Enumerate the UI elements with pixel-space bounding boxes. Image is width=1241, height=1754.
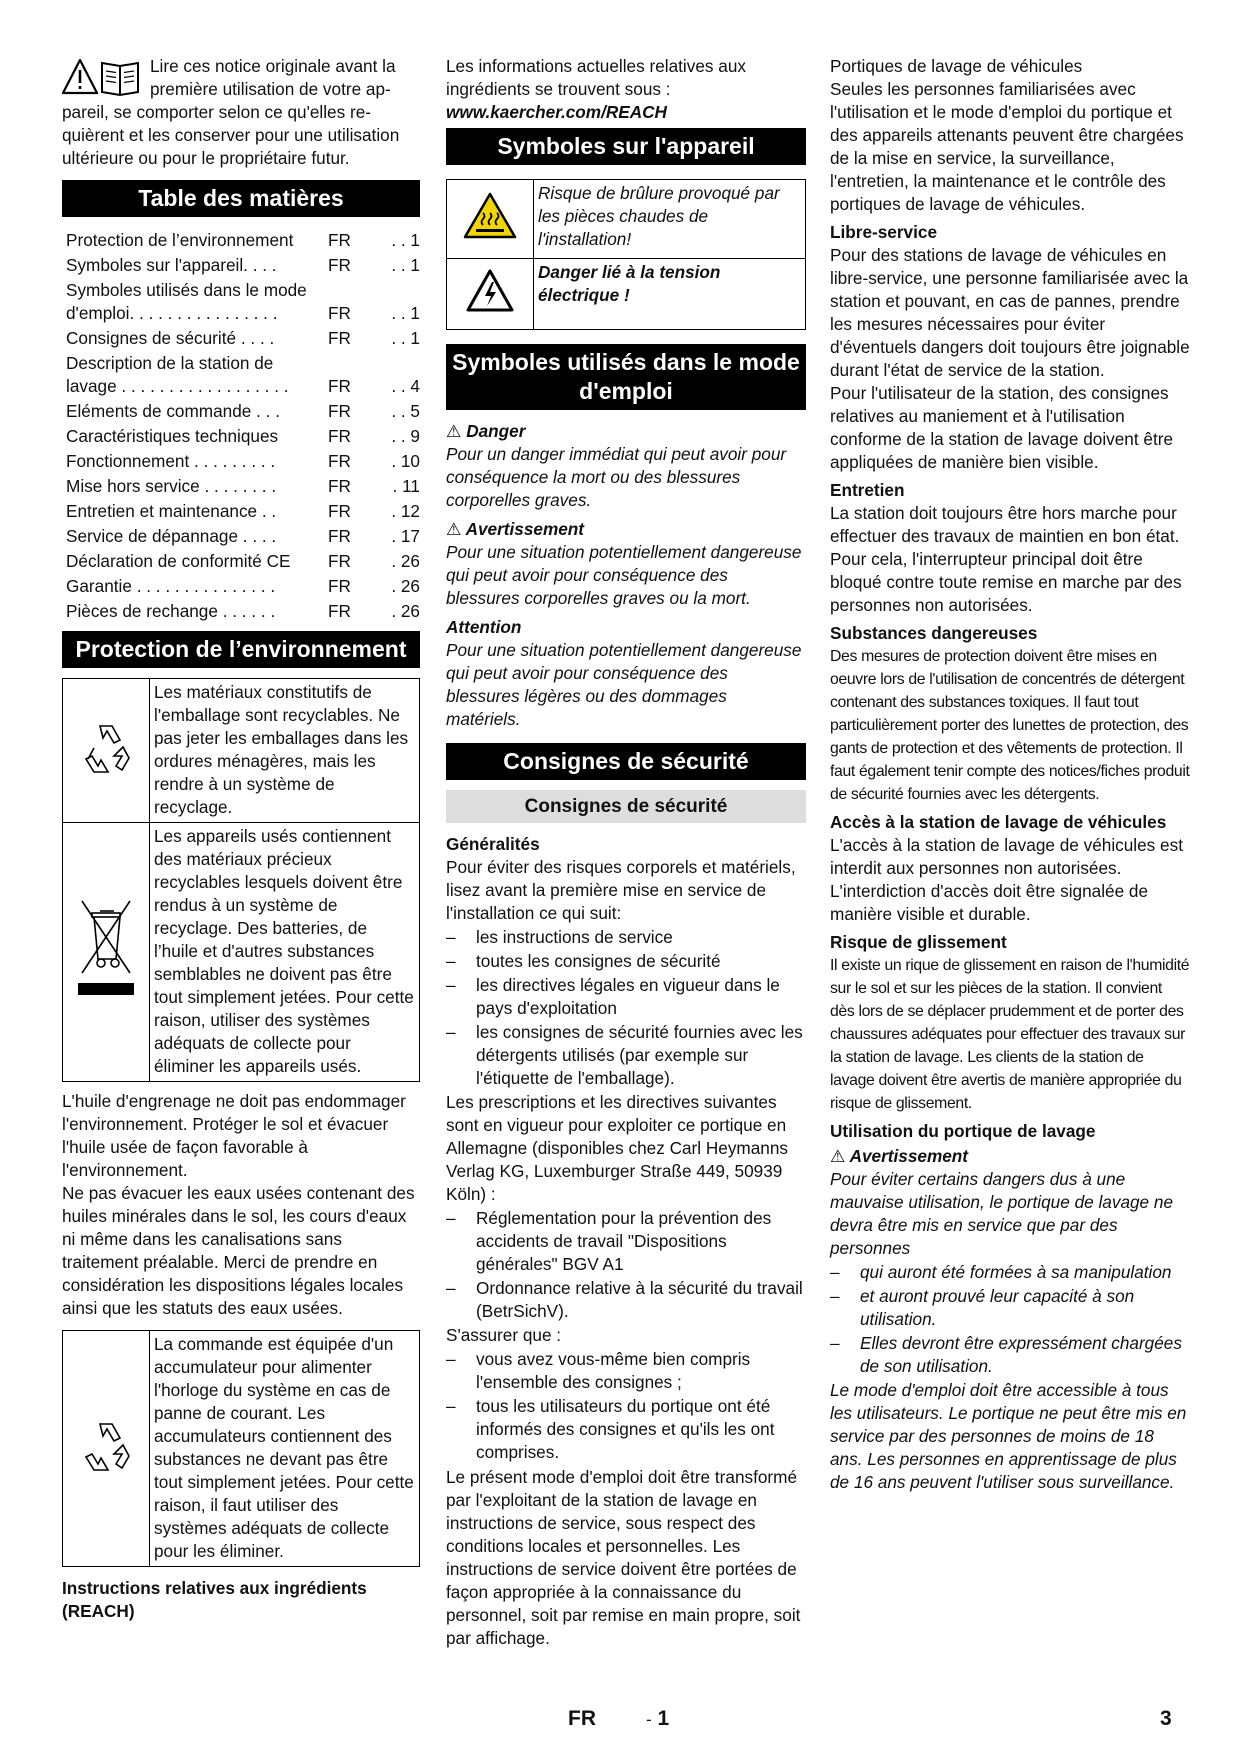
- glissement-text: Il existe un rique de glissement en raison de l'humidité sur le sol et sur les pièces de la station. Il convient dès lors de se déplacer prudemment et de porter des chaussures adéquates pour effectuer des travaux sur la station de lavage. Les clients de la station de lavage doivent être avertis de manière appropriée du risque de glissement.: [830, 957, 1190, 1112]
- reach-text: Les informations actuelles relatives aux ingrédients se trouvent sous :: [446, 56, 746, 99]
- warning-icon: ⚠: [446, 421, 462, 441]
- safety-title: Consignes de sécurité: [446, 743, 806, 780]
- intro-rest: pareil, se comporter selon ce qu'elles re-quièrent et les conserver pour une utilisation ultérieure ou pour le propriétaire futur.: [62, 102, 400, 168]
- electric-shock-icon: [465, 268, 515, 314]
- toc-row[interactable]: [62, 598, 420, 623]
- recycle-icon: [76, 718, 136, 778]
- toc-entry-lang: FR: [328, 601, 351, 621]
- danger-heading: ⚠ Danger: [446, 421, 526, 441]
- intro-line-1: Lire ces notice originale avant la: [150, 56, 396, 76]
- toc-entry-title: Consignes de sécurité . . . .: [66, 328, 275, 348]
- column-2: [446, 55, 806, 1650]
- toc-row[interactable]: [62, 498, 420, 523]
- list-item: – Réglementation pour la prévention des accidents de travail "Dispositions générales" BGV A1: [446, 1207, 806, 1276]
- toc-entry-title: Entretien et maintenance . .: [66, 501, 277, 521]
- prescriptions-list: [446, 1207, 806, 1323]
- toc-entry-page: . 26: [391, 576, 420, 596]
- toc-entry-page: . . 9: [391, 426, 420, 446]
- env-box-battery-text: La commande est équipée d'un accumulateur pour alimenter l'horloge du système en cas de panne de courant. Les accumulateurs contiennent des substances ne devant pas être tout simplement jetées. Pour cette raison, il faut utiliser des systèmes adéquats de collecte pour les éliminer.: [150, 1331, 420, 1567]
- general-list: [446, 926, 806, 1090]
- list-item: – Elles devront être expressément chargées de son utilisation.: [830, 1332, 1190, 1378]
- reach-title: Instructions relatives aux ingrédients (REACH): [62, 1578, 367, 1621]
- toc-entry-title: Fonctionnement . . . . . . . . .: [66, 451, 276, 471]
- symbols-manual-title: Symboles utilisés dans le mode d'emploi: [446, 344, 806, 410]
- footer-lang: FR: [568, 1707, 596, 1730]
- avert2-text: Pour éviter certains dangers dus à une mauvaise utilisation, le portique de lavage ne devra être mis en service que par des personnes: [830, 1169, 1174, 1258]
- toc-row[interactable]: [62, 548, 420, 573]
- attention-text: Pour une situation potentiellement dangereuse qui peut avoir pour conséquence des blessures légères ou des dommages matériels.: [446, 640, 802, 729]
- recycle-icon: [76, 1416, 136, 1476]
- acces-heading: Accès à la station de lavage de véhicules: [830, 812, 1167, 832]
- portiques-text: Seules les personnes familiarisées avec l'utilisation et le mode d'emploi du portique et des appareils attenants peuvent être chargées de la mise en service, la surveillance, l'entretien, la maintenance et le contrôle des portiques de lavage de véhicules.: [830, 79, 1184, 214]
- toc-entry-title: Pièces de rechange . . . . . .: [66, 601, 276, 621]
- toc-entry-page: . 12: [391, 501, 420, 521]
- toc-row[interactable]: [62, 350, 420, 398]
- toc-entry-page: . 11: [392, 476, 420, 496]
- toc-entry-lang: FR: [328, 328, 351, 348]
- toc-row[interactable]: [62, 252, 420, 277]
- toc-entry-page: . 26: [391, 601, 420, 621]
- hot-surface-icon: [462, 191, 518, 241]
- toc-entry-title: Caractéristiques techniques: [66, 426, 279, 446]
- toc-entry-lang: FR: [328, 476, 351, 496]
- symbols-device-title: Symboles sur l'appareil: [446, 128, 806, 165]
- attention-heading: Attention: [446, 617, 522, 637]
- env-box-packaging: [62, 678, 420, 1082]
- libre-heading: Libre-service: [830, 222, 938, 242]
- danger-text: Pour un danger immédiat qui peut avoir pour conséquence la mort ou des blessures corporelles graves.: [446, 444, 787, 510]
- intro: [62, 55, 420, 170]
- symbols-device-table: [446, 179, 806, 330]
- toc-entry-title: Service de dépannage . . . .: [66, 526, 277, 546]
- toc-entry-lang: FR: [328, 255, 351, 275]
- toc-row[interactable]: [62, 473, 420, 498]
- avert2-heading: ⚠ Avertissement: [830, 1146, 969, 1166]
- toc-entry-title: Eléments de commande . . .: [66, 401, 280, 421]
- env-oil-text: L'huile d'engrenage ne doit pas endommager l'environnement. Protéger le sol et évacuer l'huile usée de façon favorable à l'environnement.: [62, 1091, 406, 1180]
- toc-entry-lang: FR: [328, 576, 351, 596]
- acces-text: L'accès à la station de lavage de véhicules est interdit aux personnes non autorisées. L'interdiction d'accès doit être signalée de manière visible et durable.: [830, 835, 1183, 924]
- toc-entry-lang: FR: [328, 426, 351, 446]
- toc-entry-page: . . 5: [391, 401, 420, 421]
- toc-entry-page: . . 1: [391, 303, 420, 323]
- footer-local-page: - 1: [646, 1707, 670, 1730]
- footer-page-number: 3: [1160, 1707, 1172, 1730]
- toc-entry-lang: FR: [328, 230, 351, 250]
- entretien-heading: Entretien: [830, 480, 905, 500]
- toc-entry-lang: FR: [328, 451, 351, 471]
- toc-row[interactable]: [62, 398, 420, 423]
- column-3: [830, 55, 1190, 1494]
- portiques-heading: Portiques de lavage de véhicules: [830, 56, 1083, 76]
- reach-link[interactable]: www.kaercher.com/REACH: [446, 102, 667, 122]
- list-item: – les instructions de service: [446, 926, 806, 949]
- toc-entry-lang: FR: [328, 303, 351, 323]
- env-box-used-devices-text: Les appareils usés contiennent des matériaux précieux recyclables lesquels doivent être rendus à un système de recyclage. Des batteries, de l’huile et d'autres substances semblables ne doivent pas être tout simplement jetées. Pour cette raison, utiliser des systèmes adéquats de collecte pour éliminer les appareils usés.: [150, 823, 420, 1082]
- toc-row[interactable]: [62, 423, 420, 448]
- utilisation-heading: Utilisation du portique de lavage: [830, 1121, 1096, 1141]
- list-item: – vous avez vous-même bien compris l'ensemble des consignes ;: [446, 1348, 806, 1394]
- libre-text-2: Pour l'utilisateur de la station, des consignes relatives au maniement et à l'utilisation conforme de la station de lavage doivent être appliquées de manière bien visible.: [830, 383, 1174, 472]
- toc-entry-page: . . 1: [391, 230, 420, 250]
- assure-text: S'assurer que :: [446, 1325, 562, 1345]
- env-waste-water-text: Ne pas évacuer les eaux usées contenant des huiles minérales dans le sol, les cours d'eaux ni même dans les canalisations sans traitement préalable. Merci de prendre en considération les dispositions légales locales ainsi que les statuts des eaux usées.: [62, 1183, 415, 1318]
- list-item: – tous les utilisateurs du portique ont été informés des consignes et qu'ils les ont comprises.: [446, 1395, 806, 1464]
- transform-text: Le présent mode d'emploi doit être transformé par l'exploitant de la station de lavage en instructions de service, sous respect des conditions locales et personnelles. Les instructions de service doivent être portées de façon appropriée à la connaissance du personnel, soit par remise en main propre, soit par affichage.: [446, 1467, 801, 1648]
- toc-entry-page: . 10: [391, 451, 420, 471]
- book-icon: [102, 63, 138, 95]
- toc-entry-title: Garantie . . . . . . . . . . . . . . .: [66, 576, 276, 596]
- toc-entry-title: Protection de l’environnement: [66, 230, 294, 250]
- warning-icon: [62, 57, 144, 97]
- crossed-bin-icon: [74, 897, 138, 1001]
- toc-entry-lang: FR: [328, 526, 351, 546]
- toc-entry-page: . 17: [391, 526, 420, 546]
- toc-row[interactable]: [62, 325, 420, 350]
- avert-text: Pour une situation potentiellement dangereuse qui peut avoir pour conséquence des blessures corporelles graves ou la mort.: [446, 542, 802, 608]
- toc-entry-page: . 26: [391, 551, 420, 571]
- toc-entry-title: Mise hors service . . . . . . . .: [66, 476, 277, 496]
- list-item: – Ordonnance relative à la sécurité du travail (BetrSichV).: [446, 1277, 806, 1323]
- toc-entry-lang: FR: [328, 376, 351, 396]
- general-heading: Généralités: [446, 834, 540, 854]
- toc-row[interactable]: [62, 277, 420, 325]
- safety-subtitle: Consignes de sécurité: [446, 790, 806, 823]
- toc-entry-lang: FR: [328, 501, 351, 521]
- avert-heading: ⚠ Avertissement: [446, 519, 585, 539]
- env-box-packaging-text: Les matériaux constitutifs de l'emballage sont recyclables. Ne pas jeter les emballages dans les ordures ménagères, mais les rendre à un système de recyclage.: [150, 679, 420, 823]
- assure-list: [446, 1348, 806, 1464]
- final-text: Le mode d'emploi doit être accessible à tous les utilisateurs. Le portique ne peut être mis en service par des personnes de moins de 18 ans. Les personnes en apprentissage de plus de 16 ans peuvent l'utiliser sous surveillance.: [830, 1380, 1187, 1492]
- list-item: – les consignes de sécurité fournies avec les détergents utilisés (par exemple sur l'étiquette de l'emballage).: [446, 1021, 806, 1090]
- toc-row[interactable]: [62, 227, 420, 252]
- list-item: – qui auront été formées à sa manipulation: [830, 1261, 1190, 1284]
- symbol-electric-text: Danger lié à la tension électrique !: [534, 259, 806, 330]
- column-1: [62, 55, 420, 1623]
- toc-title: Table des matières: [62, 180, 420, 217]
- toc-entry-page: . . 1: [391, 328, 420, 348]
- substances-heading: Substances dangereuses: [830, 623, 1038, 643]
- intro-icons: [62, 57, 144, 97]
- prescriptions-text: Les prescriptions et les directives suivantes sont en vigueur pour exploiter ce portique en Allemagne (disponibles chez Carl Heymanns Verlag KG, Luxemburger Straße 449, 50939 Köln) :: [446, 1092, 789, 1204]
- warning-icon: ⚠: [830, 1146, 846, 1166]
- table-of-contents: [62, 227, 420, 623]
- warning-icon: ⚠: [446, 519, 462, 539]
- libre-text-1: Pour des stations de lavage de véhicules en libre-service, une personne familiarisée avec la station et pouvant, en cas de pannes, prendre les mesures nécessaires pour éviter d'éventuels dangers doit toujours être joignable durant l'état de service de la station.: [830, 245, 1190, 380]
- toc-entry-page: . . 4: [391, 376, 420, 396]
- toc-entry-page: . . 1: [391, 255, 420, 275]
- intro-line-2: première utilisation de votre ap-: [150, 79, 391, 99]
- glissement-heading: Risque de glissement: [830, 932, 1007, 952]
- env-box-battery: [62, 1330, 420, 1567]
- toc-entry-title: Symboles utilisés dans le mode d'emploi. . . . . . . . . . . . . . . .: [66, 280, 307, 323]
- list-item: – les directives légales en vigueur dans le pays d'exploitation: [446, 974, 806, 1020]
- entretien-text: La station doit toujours être hors marche pour effectuer des travaux de maintien en bon état. Pour cela, l'interrupteur principal doit être bloqué contre toute remise en marche par des personnes non autorisées.: [830, 503, 1182, 615]
- env-title: Protection de l’environnement: [62, 631, 420, 668]
- toc-entry-lang: FR: [328, 401, 351, 421]
- list-item: – et auront prouvé leur capacité à son utilisation.: [830, 1285, 1190, 1331]
- toc-entry-title: Symboles sur l'appareil. . . .: [66, 255, 277, 275]
- toc-entry-lang: FR: [328, 551, 351, 571]
- toc-entry-title: Déclaration de conformité CE: [66, 551, 291, 571]
- general-text: Pour éviter des risques corporels et matériels, lisez avant la première mise en service de l'installation ce qui suit:: [446, 857, 796, 923]
- substances-text: Des mesures de protection doivent être mises en oeuvre lors de l'utilisation de concentrés de détergent contenant des substances toxiques. Il faut tout particulièrement porter des lunettes de protection, des gants de protection et des vêtements de protection. Il faut également tenir compte des notices/fiches produit de sécurité fournies avec les détergents.: [830, 648, 1190, 803]
- toc-entry-title: Description de la station de lavage . . . . . . . . . . . . . . . . . .: [66, 353, 289, 396]
- toc-row[interactable]: [62, 448, 420, 473]
- toc-row[interactable]: [62, 573, 420, 598]
- avert2-list: [830, 1261, 1190, 1378]
- toc-row[interactable]: [62, 523, 420, 548]
- list-item: – toutes les consignes de sécurité: [446, 950, 806, 973]
- symbol-hot-text: Risque de brûlure provoqué par les pièces chaudes de l'installation!: [534, 180, 806, 259]
